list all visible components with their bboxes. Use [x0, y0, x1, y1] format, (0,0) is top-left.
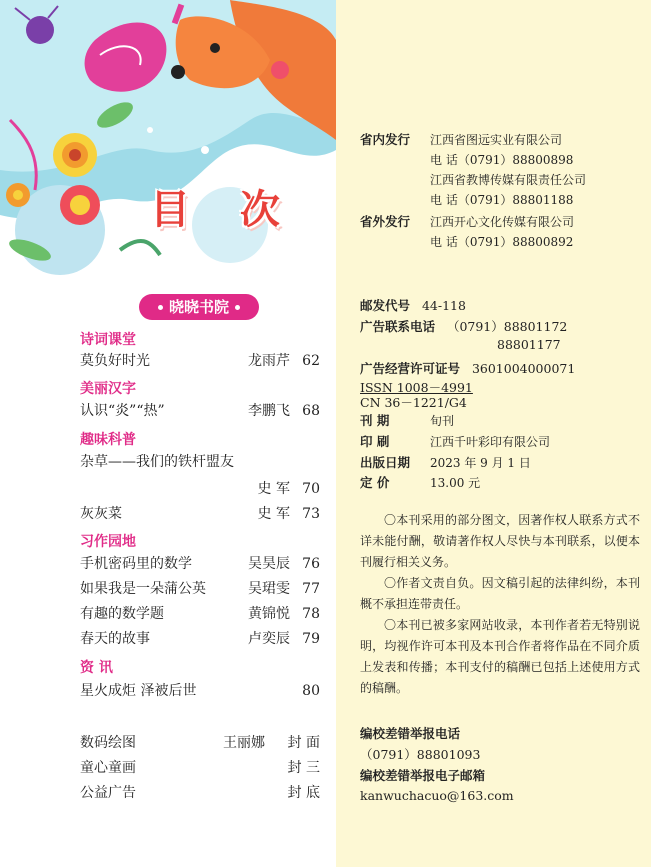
overseas-label: 省外发行	[360, 214, 411, 229]
toc-row	[80, 401, 320, 421]
toc-title: 手机密码里的数学	[80, 556, 192, 572]
toc-row	[80, 351, 320, 371]
toc-title: 如果我是一朵蒲公英	[80, 581, 206, 597]
print-label: 印 刷	[360, 434, 390, 449]
toc-author: 卢奕辰	[248, 631, 290, 647]
cn-number: CN 36－1221/G4	[360, 395, 467, 410]
page-title: 目 次	[150, 187, 298, 233]
toc-page: 70	[302, 481, 320, 497]
dot-icon	[235, 305, 240, 310]
toc-page: 73	[302, 506, 320, 522]
toc-row	[80, 629, 320, 649]
toc-row	[80, 783, 320, 803]
category-heading: 习作园地	[80, 534, 136, 550]
date-value: 2023 年 9 月 1 日	[430, 456, 531, 470]
toc-row	[80, 758, 320, 778]
toc-row	[80, 479, 320, 499]
period-value: 旬刊	[430, 414, 455, 428]
ad-phone: 广告联系电话 （0791）88801172	[360, 319, 568, 334]
toc-row	[80, 604, 320, 624]
category-heading: 资 讯	[80, 660, 113, 676]
toc-row	[80, 579, 320, 599]
toc-page: 封 底	[287, 785, 320, 801]
toc-title: 灰灰菜	[80, 506, 122, 522]
overseas-publisher: 江西开心文化传媒有限公司	[430, 215, 575, 229]
toc-page: 封 面	[287, 735, 320, 751]
toc-title: 公益广告	[80, 785, 136, 801]
column-name: 晓晓书院	[168, 298, 229, 316]
notice-paragraph: 〇作者文责自负。因文稿引起的法律纠纷，本刊概不承担连带责任。	[360, 576, 640, 611]
toc-author: 李鹏飞	[248, 403, 290, 419]
report-email-label: 编校差错举报电子邮箱	[360, 768, 486, 783]
toc-title: 杂草——我们的铁杆盟友	[80, 454, 234, 470]
toc-author: 龙雨芹	[248, 353, 290, 369]
notice-paragraph: 〇本刊已被多家网站收录，本刊作者若无特别说明，均视作许可本刊及本刊合作者将作品在不同介质上发表和传播；本刊支付的稿酬已包括上述使用方式的稿酬。	[360, 618, 640, 695]
toc-page: 76	[302, 556, 320, 572]
toc-page: 封 三	[287, 760, 320, 776]
toc-title: 认识“炎”“热”	[80, 403, 165, 419]
toc-row	[80, 504, 320, 524]
toc-row	[80, 554, 320, 574]
category-heading: 诗词课堂	[80, 332, 136, 348]
column-badge	[139, 294, 259, 320]
toc-row	[80, 733, 320, 753]
report-phone-label: 编校差错举报电话	[360, 726, 461, 741]
toc-title: 莫负好时光	[80, 353, 150, 369]
toc-page: 79	[302, 631, 320, 647]
domestic-phone-1: 电 话（0791）88800898	[430, 153, 574, 167]
toc-title: 星火成炬 泽被后世	[80, 683, 197, 699]
toc-title: 有趣的数学题	[80, 606, 164, 622]
toc-title: 童心童画	[80, 760, 136, 776]
domestic-label: 省内发行	[360, 132, 411, 147]
date-label: 出版日期	[360, 455, 411, 470]
toc-author: 史 军	[257, 506, 290, 522]
print-value: 江西千叶彩印有限公司	[430, 435, 551, 449]
postal-code: 邮发代号 44-118	[360, 298, 466, 313]
ad-license: 广告经营许可证号 3601004000071	[360, 361, 576, 376]
dot-icon	[158, 305, 163, 310]
report-phone: （0791）88801093	[360, 747, 481, 762]
toc-row	[80, 681, 320, 701]
toc-page: 80	[302, 683, 320, 699]
toc-row	[80, 452, 320, 472]
domestic-publisher-2: 江西省教博传媒有限责任公司	[430, 173, 587, 187]
notice-paragraph: 〇本刊采用的部分图文，因著作权人联系方式不详未能付酬，敬请著作权人尽快与本刊联系，以便本刊履行相关义务。	[360, 513, 640, 569]
toc-author: 王丽娜	[223, 735, 265, 751]
ad-phone-2: 88801177	[497, 337, 561, 352]
toc-author: 吴珺雯	[248, 581, 290, 597]
notice-block	[360, 510, 640, 699]
domestic-publisher-1: 江西省图远实业有限公司	[430, 133, 563, 147]
report-email: kanwuchacuo@163.com	[360, 788, 514, 803]
period-label: 刊 期	[360, 413, 390, 428]
toc-page: 62	[302, 353, 320, 369]
toc-title: 春天的故事	[80, 631, 150, 647]
toc-title: 数码绘图	[80, 735, 136, 751]
price-value: 13.00 元	[430, 476, 481, 490]
toc-author: 吴昊辰	[248, 556, 290, 572]
toc-page: 68	[302, 403, 320, 419]
price-label: 定 价	[360, 475, 390, 490]
toc-author: 黄锦悦	[248, 606, 290, 622]
issn: ISSN 1008－4991	[360, 380, 473, 395]
toc-page: 77	[302, 581, 320, 597]
category-heading: 趣味科普	[80, 432, 136, 448]
category-heading: 美丽汉字	[80, 381, 136, 397]
toc-page: 78	[302, 606, 320, 622]
domestic-phone-2: 电 话（0791）88801188	[430, 193, 574, 207]
cover-illustration	[0, 0, 336, 280]
overseas-phone: 电 话（0791）88800892	[430, 235, 574, 249]
toc-author: 史 军	[257, 481, 290, 497]
